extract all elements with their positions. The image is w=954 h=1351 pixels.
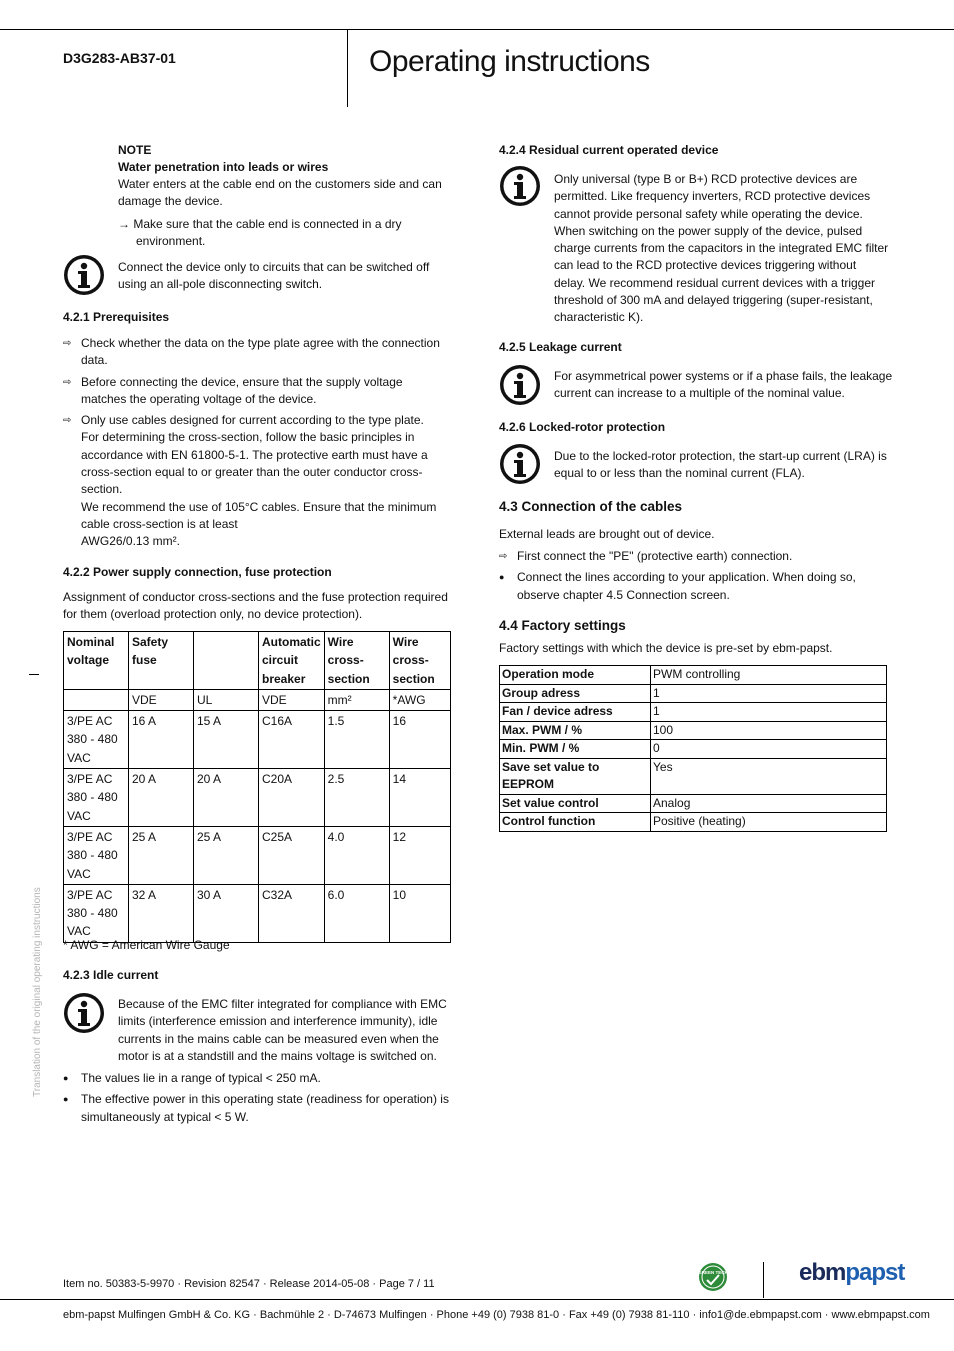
note-block bbox=[118, 142, 453, 250]
setting-value: PWM controlling bbox=[651, 666, 887, 685]
unit-cell: VDE bbox=[259, 689, 325, 710]
header-cell: Automatic circuit breaker bbox=[259, 632, 325, 690]
setting-name: Min. PWM / % bbox=[500, 740, 651, 759]
cables-intro: External leads are brought out of device. bbox=[499, 527, 715, 541]
table-cell: 14 bbox=[389, 769, 450, 827]
green-tech-badge bbox=[698, 1262, 728, 1292]
factory-heading: 4.4 Factory settings bbox=[499, 618, 626, 633]
prereq-list bbox=[63, 335, 451, 555]
table-row bbox=[500, 740, 887, 759]
header-cell bbox=[194, 632, 259, 690]
table-row bbox=[64, 884, 451, 942]
table-cell: C25A bbox=[259, 826, 325, 884]
footer-company-info: ebm-papst Mulfingen GmbH & Co. KG · Bachmühle 2 · D-74673 Mulfingen · Phone +49 (0) 7938 81-0 · Fax +49 (0) 7938 81-110 · info1@de.ebmpapst.com · www.ebmpapst.com bbox=[63, 1309, 930, 1321]
setting-name: Operation mode bbox=[500, 666, 651, 685]
margin-mark bbox=[29, 674, 39, 675]
page-title: Operating instructions bbox=[369, 45, 650, 78]
cables-item: ⇨ First connect the "PE" (protective earth) connection. bbox=[499, 549, 793, 563]
rcd-info-text: Only universal (type B or B+) RCD protective devices are permitted. Like frequency inverters, RCD protective devices cannot provide personal safety while operating the device. When switching on the power supply of the device, pulsed charge currents from the capacitors in the integrated EMC filter can lead to the RCD protective devices triggering without delay. We recommend residual current devices with a trigger threshold of 300 mA and delayed triggering (super-resistant, characteristic K). bbox=[554, 172, 889, 325]
table-row bbox=[64, 826, 451, 884]
table-cell: C16A bbox=[259, 711, 325, 769]
table-row bbox=[500, 684, 887, 703]
setting-value: 100 bbox=[651, 721, 887, 740]
side-translation-note: Translation of the original operating instructions bbox=[32, 887, 43, 1097]
note-body: Water enters at the cable end on the customers side and can damage the device. bbox=[118, 177, 442, 209]
table-row bbox=[500, 703, 887, 722]
table-cell: 3/PE AC 380 - 480 VAC bbox=[64, 711, 129, 769]
idle-info-text: Because of the EMC filter integrated for compliance with EMC limits (interference emission and interference immunity), idle currents in the mains cable can be measured even when the motor is at a standstill and the mains voltage is switched on. bbox=[118, 997, 447, 1063]
prereq-line: AWG26/0.13 mm². bbox=[81, 534, 180, 549]
info-allpole-text: Connect the device only to circuits that can be switched off using an all-pole disconnecting switch. bbox=[118, 260, 430, 292]
factory-intro: Factory settings with which the device is pre-set by ebm-papst. bbox=[499, 641, 833, 655]
setting-name: Save set value to EEPROM bbox=[500, 758, 651, 794]
setting-name: Max. PWM / % bbox=[500, 721, 651, 740]
locked-info-text: Due to the locked-rotor protection, the start-up current (LRA) is equal to or less than the nominal current (FLA). bbox=[554, 449, 887, 481]
table-cell: 30 A bbox=[194, 884, 259, 942]
cables-heading: 4.3 Connection of the cables bbox=[499, 499, 683, 514]
table-cell: 15 A bbox=[194, 711, 259, 769]
bullet-item: ● The values lie in a range of typical < 250 mA. bbox=[63, 1071, 321, 1085]
table-cell: 10 bbox=[389, 884, 450, 942]
unit-cell: *AWG bbox=[389, 689, 450, 710]
cables-item: ● Connect the lines according to your application. When doing so, observe chapter 4.5 Connection screen. bbox=[499, 570, 856, 602]
table-units-row bbox=[64, 689, 451, 710]
prereq-line: Only use cables designed for current according to the type plate. bbox=[81, 413, 424, 428]
idle-heading: 4.2.3 Idle current bbox=[63, 968, 159, 982]
note-heading: Water penetration into leads or wires bbox=[118, 160, 329, 174]
table-cell: 1.5 bbox=[324, 711, 389, 769]
leakage-heading: 4.2.5 Leakage current bbox=[499, 340, 622, 354]
table-cell: 25 A bbox=[129, 826, 194, 884]
setting-value: Yes bbox=[651, 758, 887, 794]
table-cell: 3/PE AC 380 - 480 VAC bbox=[64, 826, 129, 884]
unit-cell: VDE bbox=[129, 689, 194, 710]
header-divider bbox=[347, 29, 348, 107]
cables-list bbox=[499, 548, 889, 608]
table-cell: 3/PE AC 380 - 480 VAC bbox=[64, 769, 129, 827]
table-cell: 20 A bbox=[194, 769, 259, 827]
header-top-rule bbox=[0, 29, 954, 30]
setting-value: Positive (heating) bbox=[651, 813, 887, 832]
info-icon bbox=[63, 992, 105, 1034]
table-cell: 4.0 bbox=[324, 826, 389, 884]
table-row bbox=[500, 758, 887, 794]
table-cell: 20 A bbox=[129, 769, 194, 827]
table-cell: 6.0 bbox=[324, 884, 389, 942]
footer-rule bbox=[0, 1299, 954, 1300]
table-cell: 2.5 bbox=[324, 769, 389, 827]
setting-name: Control function bbox=[500, 813, 651, 832]
power-heading: 4.2.2 Power supply connection, fuse protection bbox=[63, 565, 332, 579]
prereq-item: ⇨ Only use cables designed for current according to the type plate. For determining the cross-section, follow the basic principles in accordance with EN 61800-5-1. The protective earth must have a cross-section equal to or greater than the outer conductor cross-section. We recommend the use of 105°C cables. Ensure that the minimum cable cross-section is at least AWG26/0.13 mm². bbox=[63, 413, 437, 549]
info-icon bbox=[63, 254, 105, 296]
table-cell: 25 A bbox=[194, 826, 259, 884]
model-number: D3G283-AB37-01 bbox=[63, 50, 176, 66]
setting-value: 1 bbox=[651, 703, 887, 722]
footer-logo-divider bbox=[763, 1262, 764, 1298]
prereq-line: For determining the cross-section, follow the basic principles in accordance with EN 61800-5-1. The protective earth must have a cross-section equal to or greater than the outer conductor cross-section. bbox=[81, 430, 428, 497]
setting-value: Analog bbox=[651, 794, 887, 813]
power-intro: Assignment of conductor cross-sections and the fuse protection required for them (overload protection only, no device protection). bbox=[63, 590, 448, 622]
unit-cell: UL bbox=[194, 689, 259, 710]
prereq-heading: 4.2.1 Prerequisites bbox=[63, 310, 170, 324]
note-action: → Make sure that the cable end is connected in a dry environment. bbox=[118, 216, 402, 248]
table-row bbox=[64, 711, 451, 769]
bullet-item: ● The effective power in this operating state (readiness for operation) is simultaneously at typical < 5 W. bbox=[63, 1092, 449, 1124]
table-row bbox=[500, 794, 887, 813]
table-cell: 16 A bbox=[129, 711, 194, 769]
unit-cell: mm² bbox=[324, 689, 389, 710]
info-icon bbox=[499, 443, 541, 485]
badge-text: GREEN TECH bbox=[698, 1270, 728, 1275]
table-row bbox=[500, 813, 887, 832]
unit-cell bbox=[64, 689, 129, 710]
rcd-heading: 4.2.4 Residual current operated device bbox=[499, 143, 719, 157]
setting-value: 0 bbox=[651, 740, 887, 759]
setting-name: Set value control bbox=[500, 794, 651, 813]
header-cell: Safety fuse bbox=[129, 632, 194, 690]
prereq-item: ⇨ Check whether the data on the type plate agree with the connection data. bbox=[63, 336, 440, 368]
ebmpapst-logo: ebmpapst bbox=[799, 1259, 905, 1286]
info-icon bbox=[499, 165, 541, 207]
prereq-item: ⇨ Before connecting the device, ensure that the supply voltage matches the operating voltage of the device. bbox=[63, 374, 403, 406]
locked-heading: 4.2.6 Locked-rotor protection bbox=[499, 420, 666, 434]
header-cell: Nominal voltage bbox=[64, 632, 129, 690]
header-cell: Wire cross-section bbox=[389, 632, 450, 690]
table-row bbox=[64, 769, 451, 827]
fuse-table bbox=[63, 631, 451, 943]
table-cell: 3/PE AC 380 - 480 VAC bbox=[64, 884, 129, 942]
prereq-line: We recommend the use of 105°C cables. Ensure that the minimum cable cross-section is at least bbox=[81, 499, 437, 531]
setting-name: Fan / device adress bbox=[500, 703, 651, 722]
table-cell: 16 bbox=[389, 711, 450, 769]
setting-value: 1 bbox=[651, 684, 887, 703]
awg-footnote: * AWG = American Wire Gauge bbox=[63, 938, 230, 952]
header-cell: Wire cross-section bbox=[324, 632, 389, 690]
setting-name: Group adress bbox=[500, 684, 651, 703]
table-header-row bbox=[64, 632, 451, 690]
table-cell: 12 bbox=[389, 826, 450, 884]
note-label: NOTE bbox=[118, 143, 152, 157]
table-cell: 32 A bbox=[129, 884, 194, 942]
table-row bbox=[500, 721, 887, 740]
factory-table bbox=[499, 665, 887, 832]
table-cell: C32A bbox=[259, 884, 325, 942]
table-row bbox=[500, 666, 887, 685]
info-icon bbox=[499, 364, 541, 406]
table-cell: C20A bbox=[259, 769, 325, 827]
idle-bullets bbox=[63, 1070, 453, 1130]
leakage-info-text: For asymmetrical power systems or if a phase fails, the leakage current can increase to a multiple of the nominal value. bbox=[554, 369, 893, 401]
footer-item-info: Item no. 50383-5-9970 · Revision 82547 · Release 2014-05-08 · Page 7 / 11 bbox=[63, 1278, 435, 1290]
